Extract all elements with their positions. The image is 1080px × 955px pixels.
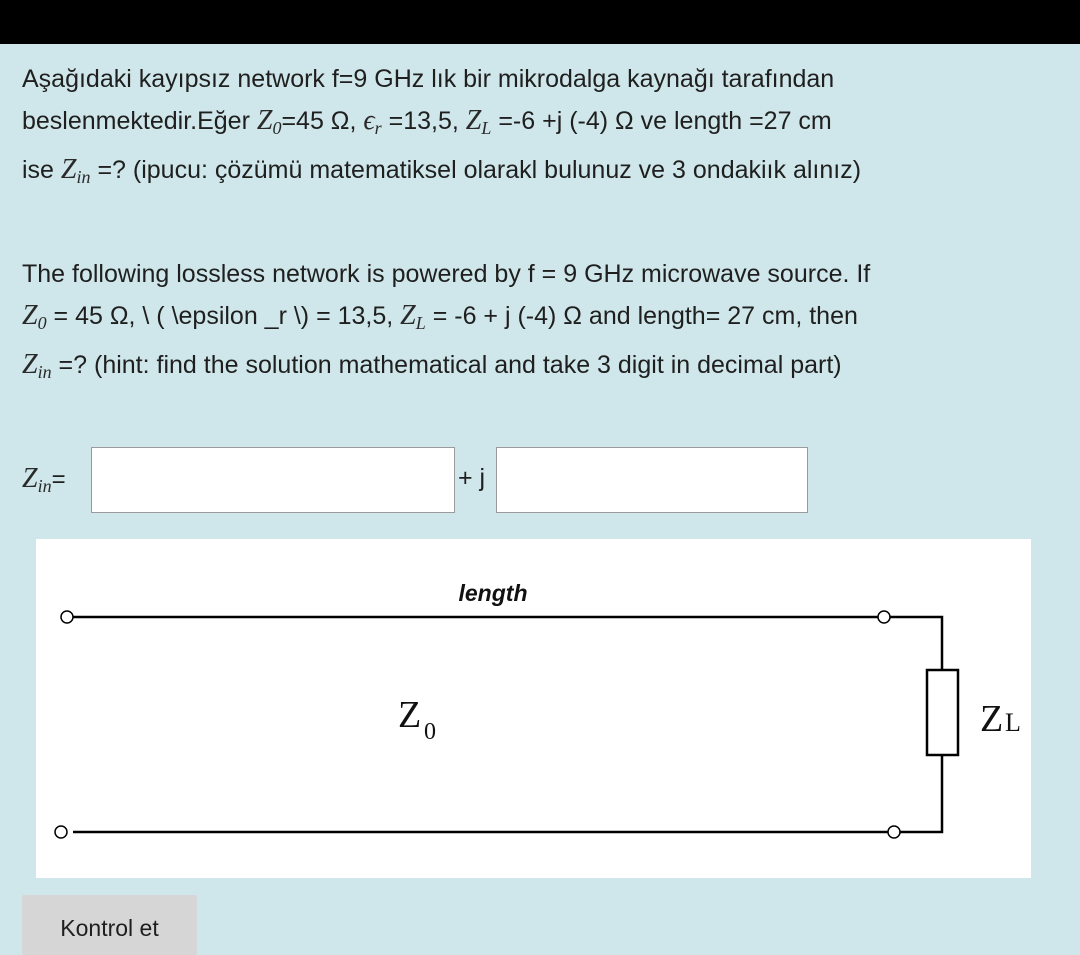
zin-symbol: $Z_{in}$ [60, 154, 91, 187]
tr-line-1: Aşağıdaki kayıpsız network f=9 GHz lık bir mikrodalga kaynağı tarafından [22, 65, 835, 93]
tr-text: =13,5, [381, 107, 466, 135]
zl-symbol: $Z_L$ [400, 300, 426, 333]
output-terminal-bottom [888, 826, 900, 838]
tr-text: ise [22, 156, 61, 184]
real-part-input[interactable] [91, 447, 455, 513]
en-line-1: The following lossless network is powered by f = 9 GHz microwave source. If [22, 260, 871, 288]
circuit-svg [36, 539, 1031, 878]
question-text-english [22, 253, 1052, 393]
zin-answer-label: $Z_{in}=$ [22, 463, 66, 496]
tr-line-3 [22, 149, 1052, 198]
load-wire-top [890, 617, 942, 670]
input-terminal-bottom [55, 826, 67, 838]
output-terminal-top [878, 611, 890, 623]
en-text: = 45 Ω, \ ( \epsilon _r \) = 13,5, [46, 302, 401, 330]
z0-symbol: $Z_0$ [22, 300, 47, 333]
z0-symbol: $Z_0$ [256, 105, 282, 138]
tr-line-2 [22, 100, 1052, 149]
plus-j-label: + j [458, 464, 486, 492]
en-text: =? (hint: find the solution mathematical and take 3 digit in decimal part) [51, 351, 842, 379]
tr-text: beslenmektedir.Eğer [22, 107, 257, 135]
tr-text: =-6 +j (-4) Ω ve length =27 cm [491, 107, 832, 135]
tr-text: =? (ipucu: çözümü matematiksel olarakl bulunuz ve 3 ondakiık alınız) [90, 156, 862, 184]
tr-text: =45 Ω, [281, 107, 364, 135]
load-wire-bottom [900, 755, 942, 832]
length-label: length [458, 580, 528, 606]
epsilon-symbol: $\epsilon_r$ [363, 105, 382, 138]
zl-symbol: $Z_L$ [465, 105, 492, 138]
zl-label: Z [980, 698, 1004, 740]
zl-label-sub: L [1005, 708, 1021, 737]
question-text-turkish [22, 58, 1052, 198]
transmission-line-diagram [36, 539, 1031, 878]
imaginary-part-input[interactable] [496, 447, 808, 513]
z0-label-sub: 0 [424, 719, 436, 745]
en-line-3 [22, 344, 1052, 393]
en-line-2 [22, 295, 1052, 344]
check-button[interactable]: Kontrol et [22, 895, 197, 955]
load-impedance-box [927, 670, 958, 755]
en-text: = -6 + j (-4) Ω and length= 27 cm, then [425, 302, 858, 330]
top-status-bar [0, 0, 1080, 44]
z0-label: Z [398, 694, 422, 736]
zin-symbol: $Z_{in}$ [22, 349, 52, 382]
input-terminal-top [61, 611, 73, 623]
